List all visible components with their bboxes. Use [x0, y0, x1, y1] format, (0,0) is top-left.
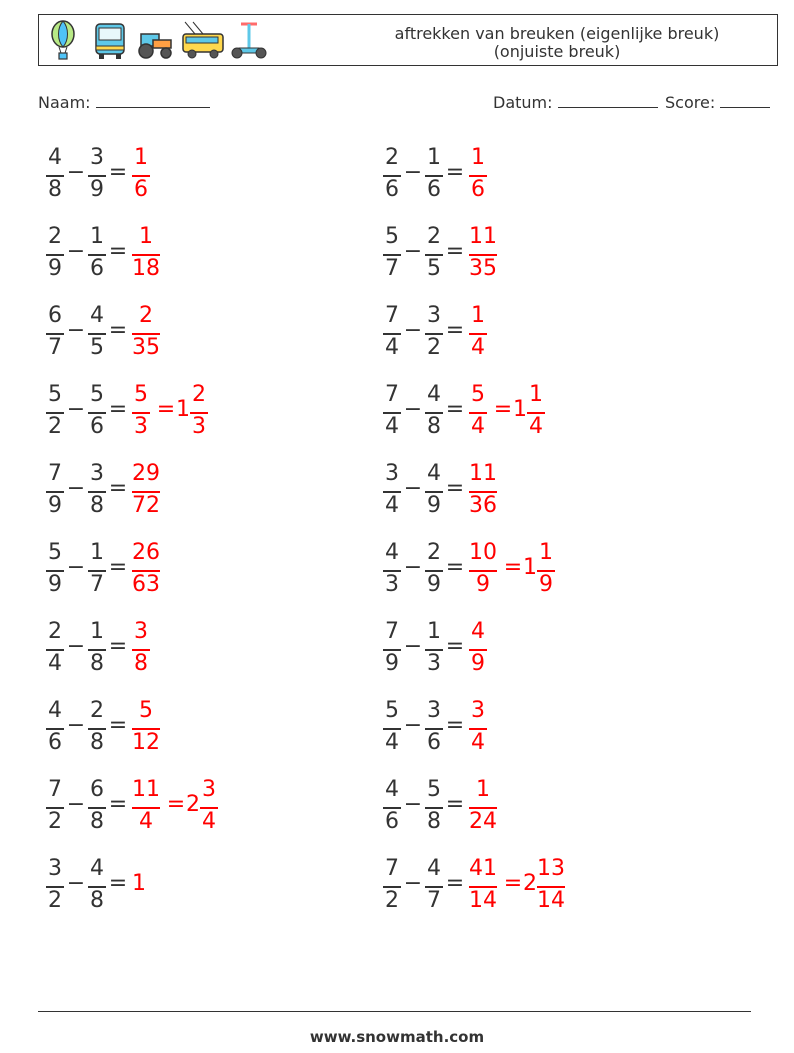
subtrahend-fraction-denominator: 8 — [90, 809, 104, 834]
answer-fraction — [132, 695, 160, 759]
subtrahend-fraction-numerator: 2 — [427, 224, 441, 249]
subtrahend-fraction-numerator: 3 — [90, 145, 104, 170]
answer-fraction-denominator: 9 — [476, 572, 490, 597]
minuend-fraction — [383, 142, 401, 206]
minuend-fraction-numerator: 6 — [48, 303, 62, 328]
subtrahend-fraction-numerator: 4 — [427, 856, 441, 881]
minus-sign: − — [403, 555, 423, 580]
problem-left-8 — [46, 695, 366, 759]
minuend-fraction-numerator: 7 — [385, 619, 399, 644]
answer-fraction — [132, 774, 160, 838]
subtrahend-fraction — [425, 458, 443, 522]
answer-fraction-numerator: 1 — [471, 145, 485, 170]
problem-right-6 — [383, 537, 703, 601]
minuend-fraction-numerator: 5 — [385, 698, 399, 723]
name-field[interactable] — [38, 93, 210, 112]
minus-sign: − — [66, 871, 86, 896]
mixed-whole: 1 — [523, 555, 537, 580]
score-field[interactable] — [665, 93, 770, 112]
answer-fraction — [469, 142, 487, 206]
minuend-fraction-numerator: 4 — [48, 698, 62, 723]
equals-sign: = — [445, 397, 465, 422]
answer-fraction-denominator: 36 — [469, 493, 497, 518]
minuend-fraction — [46, 142, 64, 206]
minuend-fraction-numerator: 2 — [48, 619, 62, 644]
mixed-denominator: 4 — [202, 809, 216, 834]
subtrahend-fraction — [425, 774, 443, 838]
equals-sign: = — [108, 634, 128, 659]
mixed-fraction — [537, 853, 565, 917]
problem-left-7 — [46, 616, 366, 680]
subtrahend-fraction-denominator: 8 — [90, 888, 104, 913]
problem-right-3 — [383, 300, 703, 364]
mixed-equals-sign: = — [166, 792, 186, 817]
problem-right-5 — [383, 458, 703, 522]
minuend-fraction-denominator: 2 — [48, 809, 62, 834]
answer-fraction-denominator: 72 — [132, 493, 160, 518]
problem-left-10 — [46, 853, 366, 917]
bus-icon — [93, 20, 127, 62]
subtrahend-fraction-numerator: 1 — [90, 224, 104, 249]
equals-sign: = — [445, 318, 465, 343]
minuend-fraction-numerator: 5 — [48, 540, 62, 565]
answer-fraction-denominator: 8 — [134, 651, 148, 676]
problem-left-1 — [46, 142, 366, 206]
answer-fraction — [132, 458, 160, 522]
minuend-fraction — [383, 537, 401, 601]
minuend-fraction-numerator: 2 — [48, 224, 62, 249]
answer-fraction — [469, 695, 487, 759]
minuend-fraction — [383, 853, 401, 917]
answer-fraction-denominator: 3 — [134, 414, 148, 439]
subtrahend-fraction-denominator: 6 — [90, 414, 104, 439]
mixed-whole: 2 — [186, 792, 200, 817]
equals-sign: = — [108, 476, 128, 501]
problem-right-9 — [383, 774, 703, 838]
minuend-fraction — [46, 379, 64, 443]
minuend-fraction-numerator: 7 — [385, 382, 399, 407]
mixed-equals-sign: = — [503, 555, 523, 580]
answer-fraction — [469, 616, 487, 680]
tractor-icon — [135, 20, 175, 62]
minuend-fraction-denominator: 7 — [48, 335, 62, 360]
minuend-fraction-numerator: 3 — [385, 461, 399, 486]
answer-fraction-numerator: 26 — [132, 540, 160, 565]
mixed-equals-sign: = — [156, 397, 176, 422]
minuend-fraction-denominator: 6 — [385, 177, 399, 202]
subtrahend-fraction — [88, 537, 106, 601]
answer-fraction — [469, 458, 497, 522]
minus-sign: − — [403, 160, 423, 185]
minuend-fraction — [383, 379, 401, 443]
footer-url: www.snowmath.com — [309, 1028, 485, 1046]
minuend-fraction-denominator: 4 — [385, 730, 399, 755]
answer-fraction-numerator: 1 — [134, 145, 148, 170]
minuend-fraction-numerator: 3 — [48, 856, 62, 881]
minus-sign: − — [403, 792, 423, 817]
subtrahend-fraction — [88, 379, 106, 443]
subtrahend-fraction — [425, 695, 443, 759]
subtrahend-fraction-numerator: 3 — [90, 461, 104, 486]
minuend-fraction-denominator: 2 — [385, 888, 399, 913]
mixed-fraction — [527, 379, 545, 443]
answer-fraction — [469, 300, 487, 364]
minuend-fraction-numerator: 5 — [48, 382, 62, 407]
answer-fraction-numerator: 3 — [134, 619, 148, 644]
minuend-fraction-denominator: 4 — [385, 493, 399, 518]
minuend-fraction-denominator: 9 — [48, 572, 62, 597]
worksheet-header — [38, 14, 778, 66]
minuend-fraction-denominator: 9 — [385, 651, 399, 676]
subtrahend-fraction — [88, 458, 106, 522]
answer-fraction — [132, 379, 150, 443]
subtrahend-fraction — [88, 774, 106, 838]
minus-sign: − — [66, 397, 86, 422]
subtrahend-fraction-denominator: 9 — [427, 493, 441, 518]
equals-sign: = — [445, 555, 465, 580]
subtrahend-fraction-denominator: 8 — [90, 651, 104, 676]
subtrahend-fraction — [88, 142, 106, 206]
equals-sign: = — [108, 160, 128, 185]
subtrahend-fraction-denominator: 7 — [427, 888, 441, 913]
subtrahend-fraction-numerator: 4 — [427, 461, 441, 486]
equals-sign: = — [445, 871, 465, 896]
answer-fraction-numerator: 11 — [132, 777, 160, 802]
minuend-fraction — [46, 774, 64, 838]
balloon-icon — [49, 20, 77, 62]
answer-fraction-denominator: 35 — [469, 256, 497, 281]
subtrahend-fraction — [425, 379, 443, 443]
title-line-2: (onjuiste breuk) — [493, 42, 621, 61]
equals-sign: = — [108, 318, 128, 343]
answer-fraction-numerator: 3 — [471, 698, 485, 723]
answer-fraction-numerator: 5 — [134, 382, 148, 407]
minuend-fraction — [383, 616, 401, 680]
minuend-fraction-numerator: 4 — [48, 145, 62, 170]
minus-sign: − — [403, 871, 423, 896]
minuend-fraction — [383, 458, 401, 522]
problem-right-8 — [383, 695, 703, 759]
subtrahend-fraction-numerator: 1 — [427, 145, 441, 170]
answer-fraction-denominator: 4 — [471, 414, 485, 439]
minuend-fraction-denominator: 4 — [48, 651, 62, 676]
subtrahend-fraction-denominator: 8 — [90, 493, 104, 518]
mixed-numerator: 1 — [529, 382, 543, 407]
answer-fraction-denominator: 18 — [132, 256, 160, 281]
minuend-fraction-numerator: 4 — [385, 540, 399, 565]
problem-right-4 — [383, 379, 703, 443]
subtrahend-fraction — [425, 142, 443, 206]
minuend-fraction — [46, 853, 64, 917]
subtrahend-fraction-denominator: 8 — [90, 730, 104, 755]
name-label: Naam: — [38, 93, 91, 112]
subtrahend-fraction — [425, 853, 443, 917]
minus-sign: − — [66, 792, 86, 817]
scooter-icon — [231, 20, 267, 62]
minus-sign: − — [403, 476, 423, 501]
minuend-fraction-denominator: 2 — [48, 888, 62, 913]
subtrahend-fraction-denominator: 9 — [427, 572, 441, 597]
name-line[interactable] — [96, 93, 210, 108]
answer-fraction-denominator: 4 — [139, 809, 153, 834]
score-line[interactable] — [720, 93, 770, 108]
minuend-fraction-denominator: 8 — [48, 177, 62, 202]
subtrahend-fraction — [88, 853, 106, 917]
subtrahend-fraction-numerator: 2 — [427, 540, 441, 565]
minuend-fraction — [383, 221, 401, 285]
problem-right-2 — [383, 221, 703, 285]
subtrahend-fraction-numerator: 5 — [427, 777, 441, 802]
answer-fraction-numerator: 11 — [469, 461, 497, 486]
minuend-fraction-denominator: 6 — [385, 809, 399, 834]
subtrahend-fraction — [425, 616, 443, 680]
subtrahend-fraction-numerator: 6 — [90, 777, 104, 802]
minus-sign: − — [66, 713, 86, 738]
answer-fraction-denominator: 9 — [471, 651, 485, 676]
date-field[interactable] — [493, 93, 658, 112]
mixed-numerator: 2 — [192, 382, 206, 407]
subtrahend-fraction-denominator: 6 — [90, 256, 104, 281]
equals-sign: = — [445, 160, 465, 185]
minuend-fraction — [383, 774, 401, 838]
title-line-1: aftrekken van breuken (eigenlijke breuk) — [394, 24, 720, 43]
minuend-fraction-numerator: 7 — [48, 461, 62, 486]
answer-fraction — [132, 616, 150, 680]
subtrahend-fraction-denominator: 6 — [427, 177, 441, 202]
minus-sign: − — [403, 239, 423, 264]
answer-fraction-numerator: 5 — [139, 698, 153, 723]
minuend-fraction-denominator: 3 — [385, 572, 399, 597]
subtrahend-fraction-denominator: 3 — [427, 651, 441, 676]
answer-fraction — [469, 853, 497, 917]
minuend-fraction-denominator: 9 — [48, 493, 62, 518]
trolleybus-icon — [181, 20, 225, 62]
minuend-fraction — [383, 695, 401, 759]
answer-fraction-numerator: 2 — [139, 303, 153, 328]
answer-fraction-numerator: 29 — [132, 461, 160, 486]
equals-sign: = — [108, 239, 128, 264]
equals-sign: = — [445, 713, 465, 738]
mixed-fraction — [200, 774, 218, 838]
answer-fraction-denominator: 4 — [471, 730, 485, 755]
problem-right-7 — [383, 616, 703, 680]
mixed-whole: 1 — [513, 397, 527, 422]
answer-fraction-numerator: 10 — [469, 540, 497, 565]
subtrahend-fraction — [425, 537, 443, 601]
minuend-fraction-numerator: 7 — [48, 777, 62, 802]
equals-sign: = — [108, 397, 128, 422]
equals-sign: = — [108, 555, 128, 580]
answer-fraction-denominator: 24 — [469, 809, 497, 834]
minus-sign: − — [403, 318, 423, 343]
answer-fraction-denominator: 4 — [471, 335, 485, 360]
subtrahend-fraction-denominator: 8 — [427, 414, 441, 439]
mixed-fraction — [537, 537, 555, 601]
subtrahend-fraction-denominator: 5 — [427, 256, 441, 281]
problem-left-9 — [46, 774, 366, 838]
subtrahend-fraction — [88, 616, 106, 680]
answer-fraction-denominator: 63 — [132, 572, 160, 597]
mixed-denominator: 14 — [537, 888, 565, 913]
answer-fraction — [469, 221, 497, 285]
subtrahend-fraction-denominator: 7 — [90, 572, 104, 597]
answer-fraction — [132, 221, 160, 285]
date-line[interactable] — [558, 93, 658, 108]
minuend-fraction — [46, 458, 64, 522]
answer-whole: 1 — [132, 871, 146, 896]
minus-sign: − — [403, 713, 423, 738]
mixed-whole: 2 — [523, 871, 537, 896]
answer-fraction-denominator: 35 — [132, 335, 160, 360]
subtrahend-fraction-numerator: 3 — [427, 698, 441, 723]
answer-fraction-denominator: 6 — [471, 177, 485, 202]
answer-fraction — [469, 537, 497, 601]
subtrahend-fraction-numerator: 4 — [90, 303, 104, 328]
subtrahend-fraction — [88, 221, 106, 285]
minus-sign: − — [66, 239, 86, 264]
minuend-fraction-numerator: 5 — [385, 224, 399, 249]
subtrahend-fraction-numerator: 5 — [90, 382, 104, 407]
minuend-fraction — [46, 616, 64, 680]
subtrahend-fraction-denominator: 8 — [427, 809, 441, 834]
minuend-fraction-denominator: 6 — [48, 730, 62, 755]
subtrahend-fraction — [425, 221, 443, 285]
answer-fraction-numerator: 11 — [469, 224, 497, 249]
minus-sign: − — [403, 634, 423, 659]
answer-fraction — [469, 379, 487, 443]
equals-sign: = — [445, 239, 465, 264]
minus-sign: − — [66, 318, 86, 343]
equals-sign: = — [445, 792, 465, 817]
mixed-equals-sign: = — [503, 871, 523, 896]
mixed-numerator: 3 — [202, 777, 216, 802]
problem-left-6 — [46, 537, 366, 601]
subtrahend-fraction-numerator: 1 — [90, 619, 104, 644]
subtrahend-fraction — [88, 300, 106, 364]
problem-left-3 — [46, 300, 366, 364]
subtrahend-fraction-numerator: 2 — [90, 698, 104, 723]
minuend-fraction-numerator: 7 — [385, 856, 399, 881]
equals-sign: = — [445, 634, 465, 659]
score-label: Score: — [665, 93, 716, 112]
problem-right-1 — [383, 142, 703, 206]
subtrahend-fraction-numerator: 1 — [427, 619, 441, 644]
answer-fraction-denominator: 6 — [134, 177, 148, 202]
subtrahend-fraction — [88, 695, 106, 759]
problem-left-4 — [46, 379, 366, 443]
answer-fraction-numerator: 41 — [469, 856, 497, 881]
date-label: Datum: — [493, 93, 553, 112]
minuend-fraction-numerator: 4 — [385, 777, 399, 802]
footer-divider — [38, 1011, 751, 1012]
subtrahend-fraction-denominator: 9 — [90, 177, 104, 202]
answer-fraction — [469, 774, 497, 838]
answer-fraction-numerator: 1 — [139, 224, 153, 249]
minuend-fraction-numerator: 7 — [385, 303, 399, 328]
minus-sign: − — [66, 160, 86, 185]
equals-sign: = — [108, 871, 128, 896]
minuend-fraction-denominator: 7 — [385, 256, 399, 281]
equals-sign: = — [108, 713, 128, 738]
problem-left-5 — [46, 458, 366, 522]
subtrahend-fraction — [425, 300, 443, 364]
minuend-fraction — [46, 300, 64, 364]
mixed-whole: 1 — [176, 397, 190, 422]
subtrahend-fraction-numerator: 4 — [427, 382, 441, 407]
minuend-fraction-denominator: 4 — [385, 414, 399, 439]
answer-fraction — [132, 537, 160, 601]
answer-fraction-numerator: 4 — [471, 619, 485, 644]
minus-sign: − — [66, 634, 86, 659]
mixed-denominator: 9 — [539, 572, 553, 597]
problem-left-2 — [46, 221, 366, 285]
equals-sign: = — [445, 476, 465, 501]
answer-fraction-numerator: 1 — [476, 777, 490, 802]
worksheet-title — [339, 25, 775, 61]
minuend-fraction — [46, 537, 64, 601]
minuend-fraction-numerator: 2 — [385, 145, 399, 170]
answer-fraction — [132, 142, 150, 206]
minus-sign: − — [66, 476, 86, 501]
problem-right-10 — [383, 853, 703, 917]
answer-fraction-denominator: 14 — [469, 888, 497, 913]
mixed-denominator: 4 — [529, 414, 543, 439]
minuend-fraction-denominator: 2 — [48, 414, 62, 439]
subtrahend-fraction-denominator: 2 — [427, 335, 441, 360]
equals-sign: = — [108, 792, 128, 817]
minuend-fraction — [46, 221, 64, 285]
minuend-fraction-denominator: 4 — [385, 335, 399, 360]
minuend-fraction-denominator: 9 — [48, 256, 62, 281]
mixed-fraction — [190, 379, 208, 443]
subtrahend-fraction-denominator: 5 — [90, 335, 104, 360]
mixed-denominator: 3 — [192, 414, 206, 439]
minuend-fraction — [383, 300, 401, 364]
mixed-numerator: 13 — [537, 856, 565, 881]
answer-fraction — [132, 300, 160, 364]
minus-sign: − — [403, 397, 423, 422]
subtrahend-fraction-numerator: 1 — [90, 540, 104, 565]
answer-fraction-numerator: 5 — [471, 382, 485, 407]
minuend-fraction — [46, 695, 64, 759]
answer-fraction-numerator: 1 — [471, 303, 485, 328]
mixed-equals-sign: = — [493, 397, 513, 422]
answer-fraction-denominator: 12 — [132, 730, 160, 755]
subtrahend-fraction-denominator: 6 — [427, 730, 441, 755]
subtrahend-fraction-numerator: 4 — [90, 856, 104, 881]
subtrahend-fraction-numerator: 3 — [427, 303, 441, 328]
minus-sign: − — [66, 555, 86, 580]
mixed-numerator: 1 — [539, 540, 553, 565]
